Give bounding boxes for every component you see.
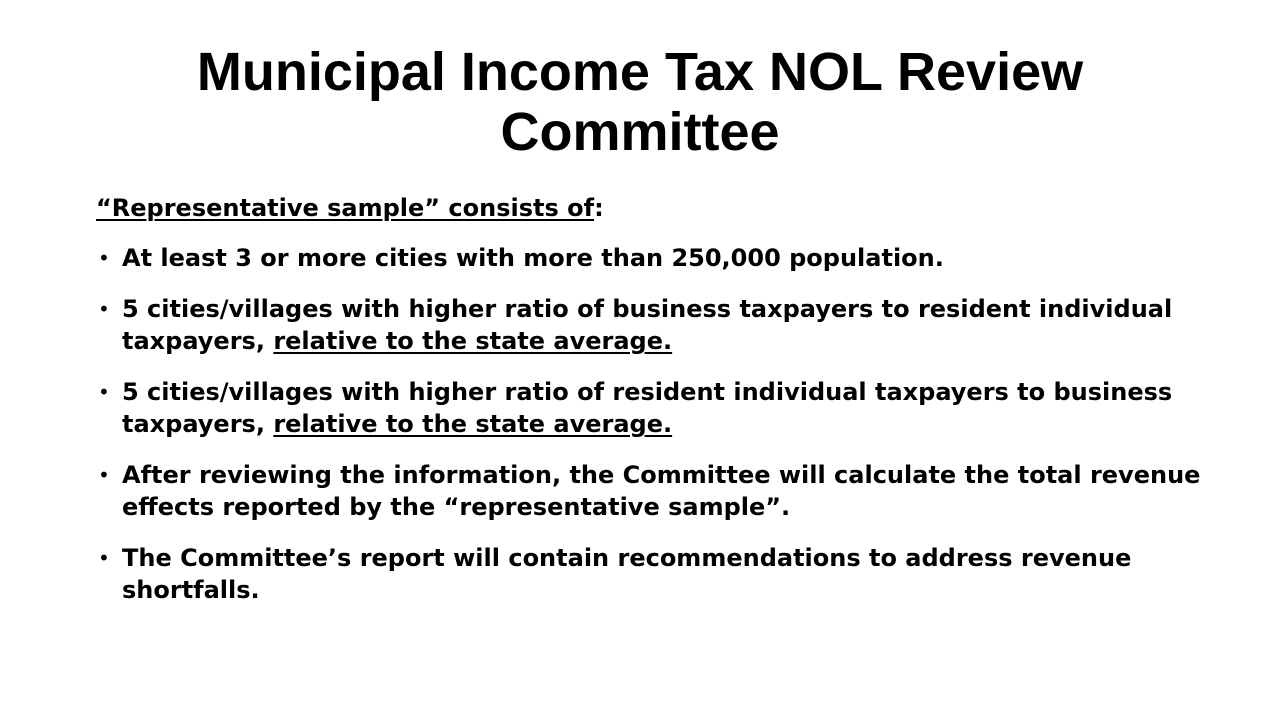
slide-title: Municipal Income Tax NOL Review Committee	[196, 42, 1084, 162]
list-item	[96, 242, 1216, 274]
list-item	[96, 459, 1216, 523]
bullet-text: The Committee’s report will contain recommendations to address revenue shortfalls.	[122, 544, 1132, 604]
bullet-underlined-text: relative to the state average.	[273, 410, 673, 438]
intro-underlined-text: “Representative sample” consists of	[96, 194, 595, 222]
list-item	[96, 293, 1216, 357]
bullet-icon: •	[98, 463, 110, 487]
bullet-text: 5 cities/villages with higher ratio of resident individual taxpayers to business taxpayers,	[122, 378, 1173, 438]
bullet-text: After reviewing the information, the Committee will calculate the total revenue effects reported by the “representative sample”.	[122, 461, 1201, 521]
intro-line	[96, 192, 1216, 224]
intro-suffix: :	[594, 194, 604, 222]
bullet-icon: •	[98, 246, 110, 270]
bullet-icon: •	[98, 380, 110, 404]
bullet-text: 5 cities/villages with higher ratio of business taxpayers to resident individual taxpayers,	[122, 295, 1173, 355]
list-item	[96, 542, 1216, 606]
bullet-underlined-text: relative to the state average.	[273, 327, 673, 355]
bullet-icon: •	[98, 546, 110, 570]
bullet-icon: •	[98, 297, 110, 321]
slide-body	[96, 192, 1216, 625]
bullet-list	[96, 242, 1216, 606]
bullet-text: At least 3 or more cities with more than 250,000 population.	[122, 244, 944, 272]
list-item	[96, 376, 1216, 440]
